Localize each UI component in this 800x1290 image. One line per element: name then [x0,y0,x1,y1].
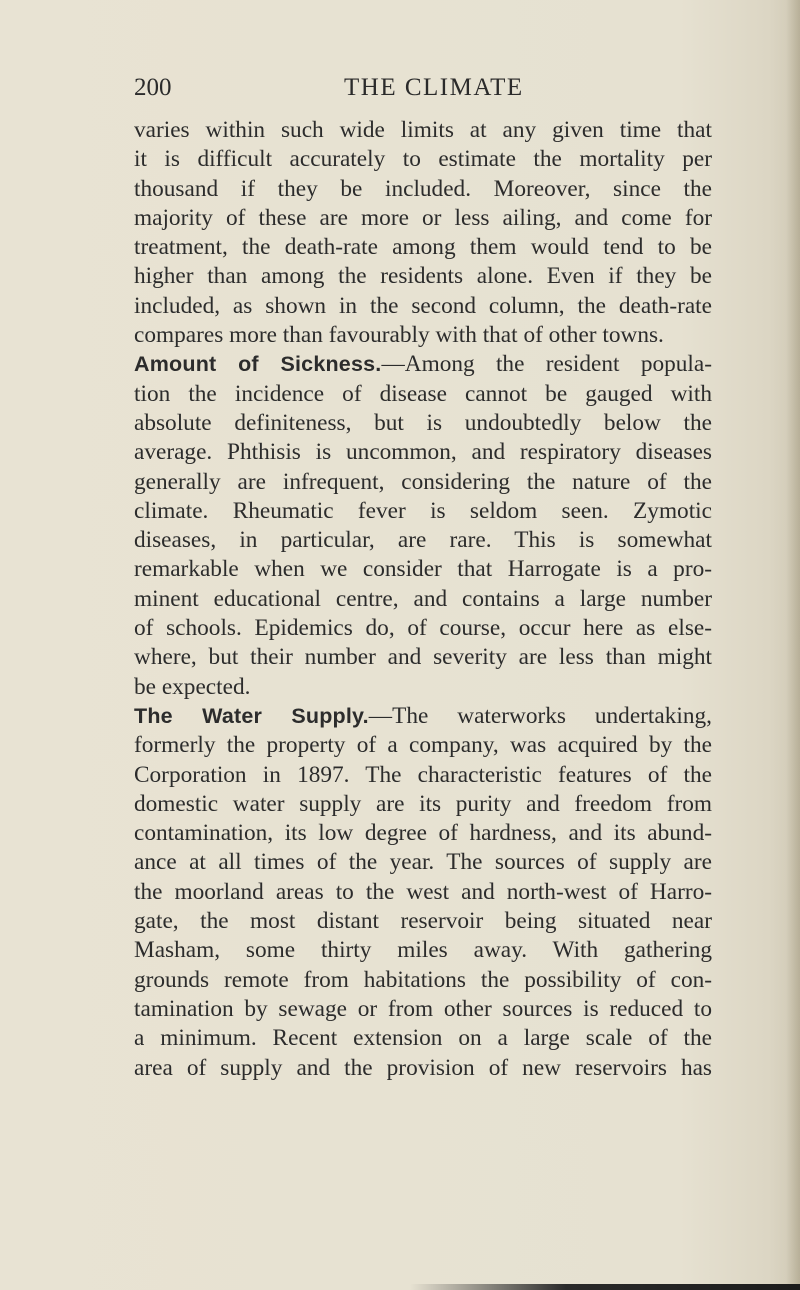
text-line: —Among the resident popula- [381,351,712,378]
text-line: higher than among the residents alone. Even if they be [134,263,712,290]
text-line: contamination, its low degree of hardness, and its abund- [134,820,712,847]
text-line: grounds remote from habitations the possibility of con- [134,966,712,993]
text-line: formerly the property of a company, was acquired by the [134,732,712,759]
text-line: a minimum. Recent extension on a large scale of the [134,1025,712,1052]
text-line: diseases, in particular, are rare. This is somewhat [134,527,712,554]
text-line: treatment, the death-rate among them would tend to be [134,234,712,261]
text-line: of schools. Epidemics do, of course, occur here as else- [134,615,712,642]
text-line: area of supply and the provision of new reservoirs has [134,1054,712,1081]
text-line: minent educational centre, and contains a large number [134,585,712,612]
text-line: included, as shown in the second column, the death-rate [134,292,712,319]
text-line: Corporation in 1897. The characteristic features of the [134,761,712,788]
text-line: tamination by sewage or from other sources is reduced to [134,995,712,1022]
text-line: thousand if they be included. Moreover, since the [134,175,712,202]
chapter-title: THE CLIMATE [344,74,524,101]
page-edge-shadow [786,0,800,1290]
running-head [134,74,714,106]
section-heading-sickness: Amount of Sickness. [134,352,382,377]
text-line: it is difficult accurately to estimate the mortality per [134,146,712,173]
text-line: remarkable when we consider that Harrogate is a pro- [134,556,712,583]
text-line: gate, the most distant reservoir being situated near [134,908,712,935]
text-line: domestic water supply are its purity and freedom from [134,790,712,817]
text-line: the moorland areas to the west and north-west of Harro- [134,878,712,905]
text-line: average. Phthisis is uncommon, and respiratory diseases [134,439,712,466]
sickness-paragraph-first-line [134,350,712,379]
page-bottom-edge [410,1284,800,1290]
page-number: 200 [134,74,172,101]
text-line: where, but their number and severity are less than might [134,644,712,671]
text-line: be expected. [134,673,251,700]
text-line: compares more than favourably with that of other towns. [134,322,664,349]
text-line: Masham, some thirty miles away. With gathering [134,937,712,964]
text-line: ance at all times of the year. The sources of supply are [134,849,712,876]
text-line: absolute definiteness, but is undoubtedly below the [134,409,712,436]
section-heading-water: The Water Supply. [134,703,369,728]
text-line: —The waterworks undertaking, [368,702,712,729]
text-line: tion the incidence of disease cannot be gauged with [134,380,712,407]
text-line: climate. Rheumatic fever is seldom seen. Zymotic [134,497,712,524]
text-line: varies within such wide limits at any given time that [134,117,712,143]
text-line: majority of these are more or less ailing, and come for [134,204,712,231]
body-text [134,116,712,1083]
text-line: generally are infrequent, considering the nature of the [134,468,712,495]
water-paragraph-first-line [134,702,712,731]
